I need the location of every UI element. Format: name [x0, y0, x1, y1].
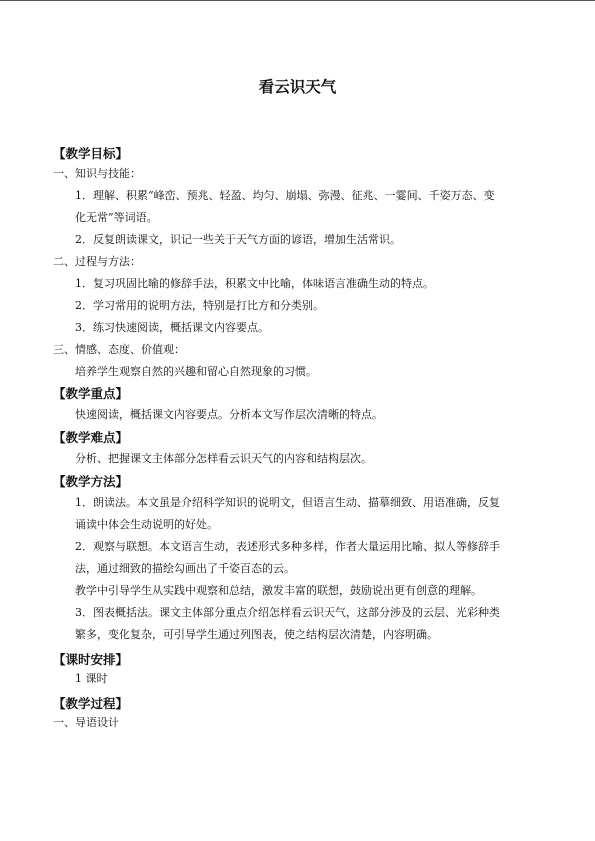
- objectives-section-3-item-1: 培养学生观察自然的兴趣和留心自然现象的习惯。: [75, 365, 317, 378]
- process-section-1-title: 一、导语设计: [53, 716, 119, 729]
- method-1-line-2: 诵读中体会生动说明的好处。: [75, 518, 218, 531]
- method-2-line-2: 法，通过细致的描绘勾画出了千姿百态的云。: [75, 562, 295, 575]
- heading-objectives: 【教学目标】: [53, 146, 129, 161]
- objectives-section-2-item-1: 1．复习巩固比喻的修辞手法，积累文中比喻，体味语言准确生动的特点。: [75, 277, 434, 290]
- objectives-item-1-line-1: 1．理解、积累“峰峦、预兆、轻盈、均匀、崩塌、弥漫、征兆、一霎间、千姿万态、变: [75, 189, 495, 202]
- method-2-line-1: 2．观察与联想。本文语言生动，表述形式多种多样，作者大量运用比喻、拟人等修辞手: [75, 540, 500, 553]
- objectives-section-2-item-2: 2．学习常用的说明方法，特别是打比方和分类别。: [75, 299, 324, 312]
- key-points-text: 快速阅读，概括课文内容要点。分析本文写作层次清晰的特点。: [75, 408, 383, 421]
- method-3-line-1: 3．图表概括法。课文主体部分重点介绍怎样看云识天气，这部分涉及的云层、光彩种类: [75, 606, 500, 619]
- schedule-text: 1 课时: [75, 672, 108, 685]
- objectives-section-1-title: 一、知识与技能：: [53, 167, 141, 180]
- objectives-section-3-title: 三、情感、态度、价值观：: [53, 343, 185, 356]
- method-2-line-3: 教学中引导学生从实践中观察和总结，激发丰富的联想，鼓励说出更有创意的理解。: [75, 584, 482, 597]
- heading-methods: 【教学方法】: [53, 474, 129, 489]
- heading-difficulties: 【教学难点】: [53, 430, 129, 445]
- objectives-item-1-line-2: 化无常”等词语。: [75, 211, 158, 224]
- objectives-item-2: 2．反复朗读课文，识记一些关于天气方面的谚语，增加生活常识。: [75, 233, 401, 246]
- heading-schedule: 【课时安排】: [53, 652, 129, 667]
- document-title: 看云识天气: [258, 78, 337, 96]
- difficulties-text: 分析、把握课文主体部分怎样看云识天气的内容和结构层次。: [75, 452, 372, 465]
- objectives-section-2-title: 二、过程与方法：: [53, 255, 141, 268]
- heading-process: 【教学过程】: [53, 696, 129, 711]
- heading-key-points: 【教学重点】: [53, 386, 129, 401]
- method-3-line-2: 繁多，变化复杂，可引导学生通过列图表，使之结构层次清楚，内容明确。: [75, 628, 438, 641]
- objectives-section-2-item-3: 3．练习快速阅读，概括课文内容要点。: [75, 321, 269, 334]
- method-1-line-1: 1．朗读法。本文虽是介绍科学知识的说明文，但语言生动、描摹细致、用语准确，反复: [75, 496, 500, 509]
